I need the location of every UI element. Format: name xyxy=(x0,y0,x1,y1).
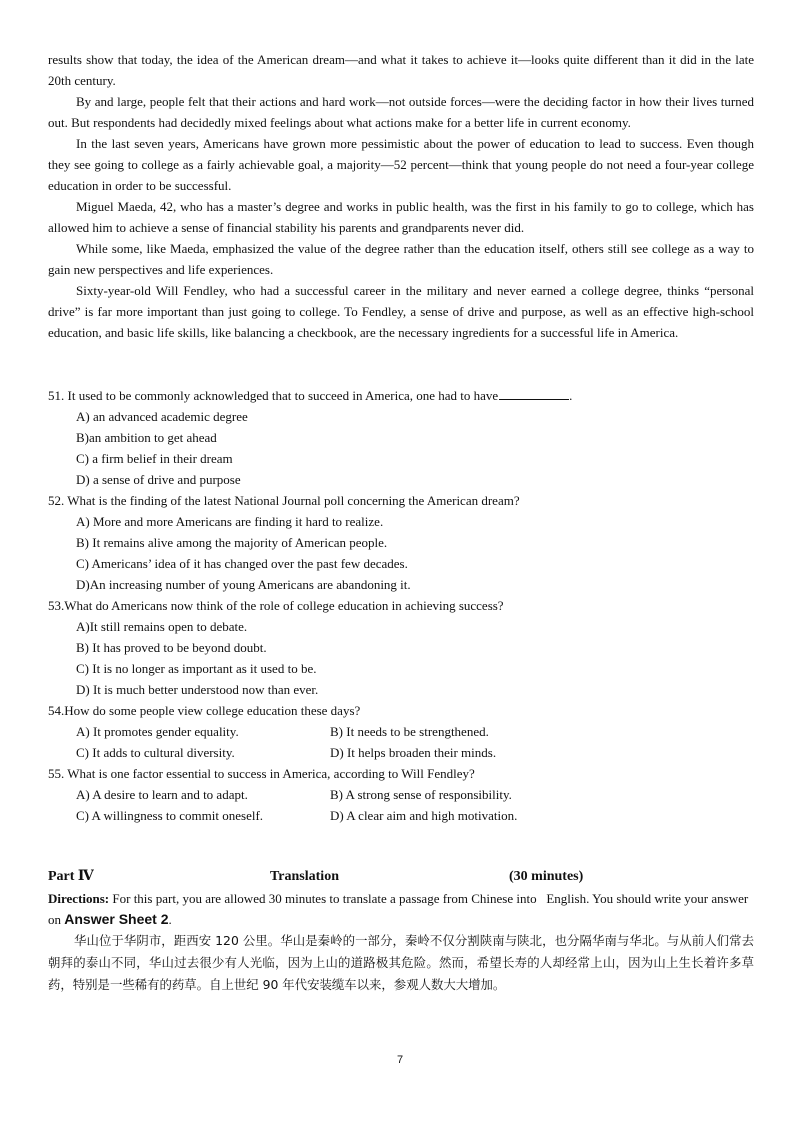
directions xyxy=(48,888,754,930)
question-51-option-b: B)an ambition to get ahead xyxy=(76,430,217,445)
passage-paragraph-3: In the last seven years, Americans have grown more pessimistic about the power of education to lead to success. Even though they see going to college as a fairly achievable goal, a majority—52 percent—think that young people do not need a four-year college education in order to be successful. xyxy=(48,136,754,193)
part-label: Part Ⅳ xyxy=(48,869,94,884)
answer-sheet-label: Answer Sheet 2 xyxy=(64,911,169,927)
passage-paragraph-1: results show that today, the idea of the American dream—and what it takes to achieve it—looks quite different than it did in the late 20th century. xyxy=(48,52,754,88)
passage-paragraph-4: Miguel Maeda, 42, who has a master’s degree and works in public health, was the first in his family to go to college, which has allowed him to achieve a sense of financial stability his parents and grandparents never did. xyxy=(48,199,754,235)
directions-text: For this part, you are allowed 30 minutes to translate a passage from Chinese into English. You should write your answer on xyxy=(48,891,749,927)
question-55-option-a: A) A desire to learn and to adapt. xyxy=(76,787,248,802)
question-51-option-d: D) a sense of drive and purpose xyxy=(76,472,241,487)
question-51-stem xyxy=(48,385,572,406)
question-52-option-b: B) It remains alive among the majority of American people. xyxy=(76,535,388,550)
part-time: (30 minutes) xyxy=(509,869,584,884)
question-54-stem: 54.How do some people view college education these days? xyxy=(48,703,361,718)
passage-paragraph-2: By and large, people felt that their actions and hard work—not outside forces—were the deciding factor in how their lives turned out. But respondents had decidedly mixed feelings about what actions make for a better life in current economy. xyxy=(48,94,754,130)
question-51-option-a: A) an advanced academic degree xyxy=(76,409,248,424)
question-51-end: . xyxy=(569,388,573,403)
question-53-stem: 53.What do Americans now think of the role of college education in achieving success? xyxy=(48,598,504,613)
question-52-option-c: C) Americans’ idea of it has changed over the past few decades. xyxy=(76,556,408,571)
passage-paragraph-5: While some, like Maeda, emphasized the value of the degree rather than the education itself, others still see college as a way to gain new perspectives and life experiences. xyxy=(48,241,754,277)
question-55-stem: 55. What is one factor essential to success in America, according to Will Fendley? xyxy=(48,766,475,781)
question-53-option-b: B) It has proved to be beyond doubt. xyxy=(76,640,267,655)
directions-label: Directions: xyxy=(48,891,110,906)
question-55-option-d: D) A clear aim and high motivation. xyxy=(330,808,518,823)
question-53-option-d: D) It is much better understood now than ever. xyxy=(76,682,319,697)
question-52-option-d: D)An increasing number of young Americans are abandoning it. xyxy=(76,577,411,592)
question-54-option-a: A) It promotes gender equality. xyxy=(76,724,239,739)
directions-end: . xyxy=(168,912,172,927)
question-53-option-c: C) It is no longer as important as it used to be. xyxy=(76,661,317,676)
translation-passage: 华山位于华阴市，距西安 120 公里。华山是秦岭的一部分，秦岭不仅分割陕南与陕北，也分隔华南与华北。与从前人们常去朝拜的泰山不同，华山过去很少有人光临，因为上山的道路极其危险。然而，希望长寿的人却经常上山，因为山上生长着许多草药，特别是一些稀有的药草。自上世纪 90 年代安装缆车以来，参观人数大大增加。 xyxy=(48,933,754,992)
question-54-option-c: C) It adds to cultural diversity. xyxy=(76,745,235,760)
page-number: 7 xyxy=(396,1054,404,1066)
part-title: Translation xyxy=(270,869,339,884)
question-54-option-b: B) It needs to be strengthened. xyxy=(330,724,489,739)
part-header xyxy=(48,866,608,888)
answer-blank xyxy=(499,385,569,400)
question-53-option-a: A)It still remains open to debate. xyxy=(76,619,248,634)
question-54-option-d: D) It helps broaden their minds. xyxy=(330,745,497,760)
passage-paragraph-6: Sixty-year-old Will Fendley, who had a successful career in the military and never earned a college degree, thinks “personal drive” is far more important than just going to college. To Fendley, a sense of drive and purpose, as well as an effective high-school education, and basic life skills, like balancing a checkbook, are the necessary ingredients for a successful life in America. xyxy=(48,283,754,340)
question-51-text: 51. It used to be commonly acknowledged that to succeed in America, one had to have xyxy=(48,388,499,403)
question-52-option-a: A) More and more Americans are finding it hard to realize. xyxy=(76,514,384,529)
question-52-stem: 52. What is the finding of the latest National Journal poll concerning the American dream? xyxy=(48,493,520,508)
question-51-option-c: C) a firm belief in their dream xyxy=(76,451,233,466)
question-55-option-c: C) A willingness to commit oneself. xyxy=(76,808,264,823)
question-55-option-b: B) A strong sense of responsibility. xyxy=(330,787,512,802)
